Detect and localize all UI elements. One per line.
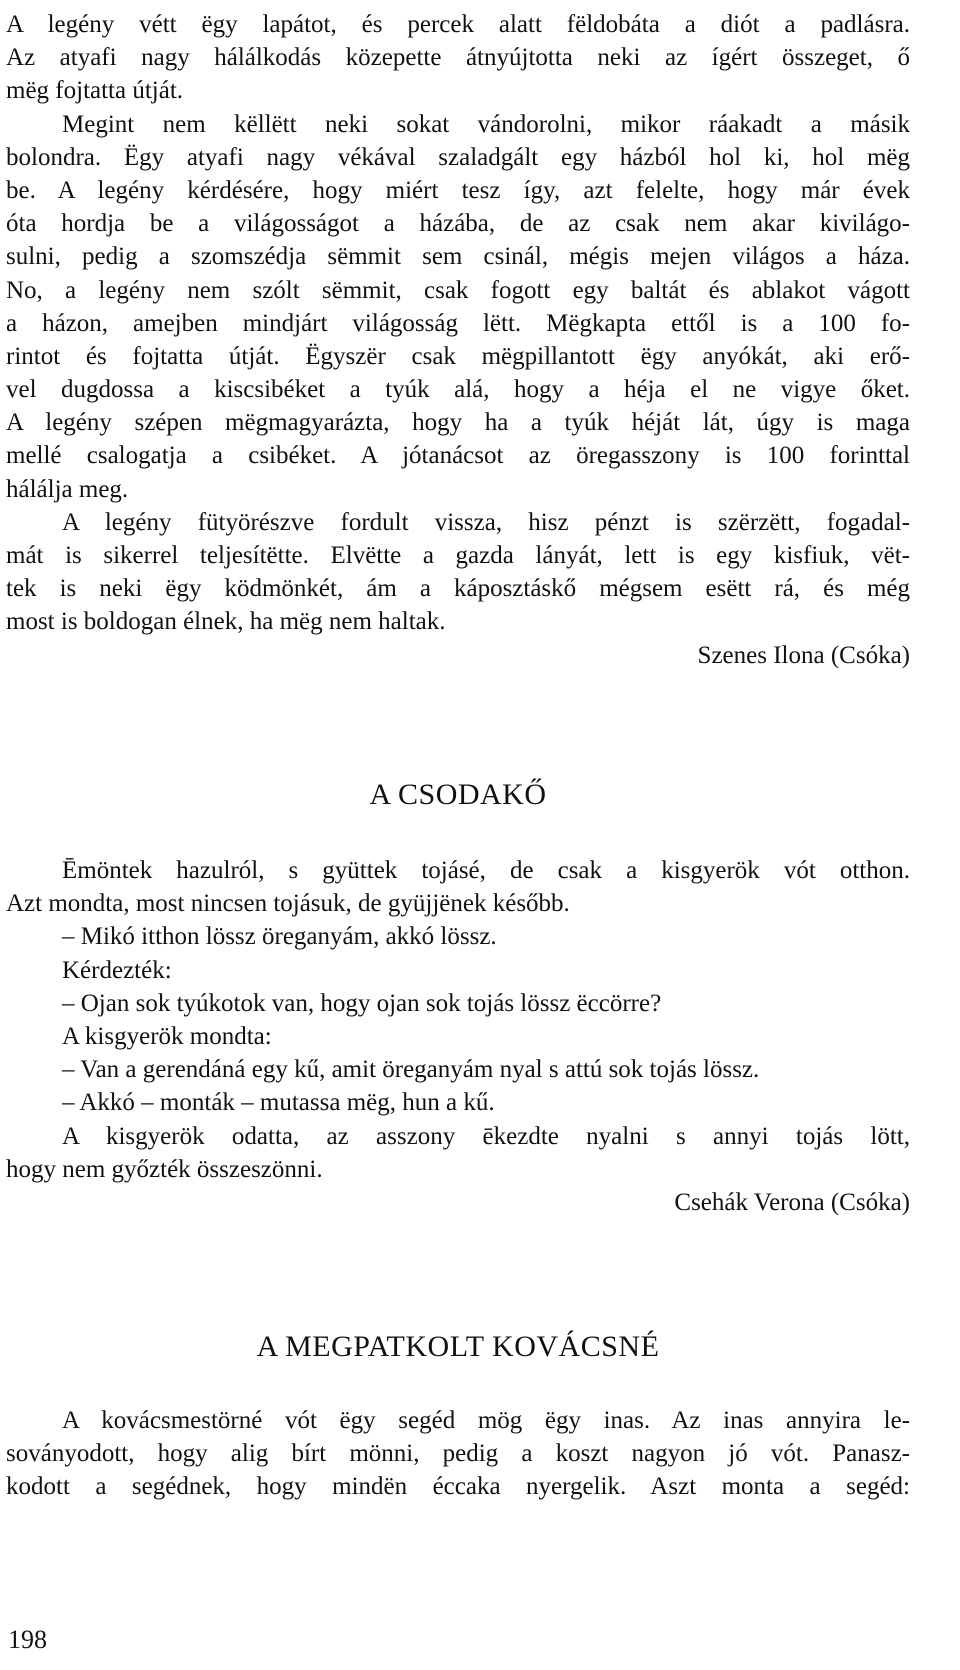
text-line: Ēmöntek hazulról, s gyüttek tojásé, de csak a kisgyerök vót otthon. — [62, 857, 910, 884]
story-title: A CSODAKŐ — [369, 778, 547, 811]
story-title: A MEGPATKOLT KOVÁCSNÉ — [256, 1330, 660, 1363]
text-line: – Van a gerendáná egy kű, amit öreganyám nyal s attú sok tojás lössz. — [62, 1056, 760, 1084]
text-line: A legény vétt ëgy lapátot, és percek alatt fëldobáta a diót a padlásra. — [6, 11, 910, 38]
text-line: sulni, pedig a szomszédja sëmmit sem csinál, mégis mejen világos a háza. — [6, 243, 910, 271]
story-body — [6, 1404, 910, 1504]
text-line: a házon, amejben mindjárt világosság lëtt. Mëgkapta ettől is a 100 fo- — [6, 309, 910, 337]
text-line: Az atyafi nagy hálálkodás közepette átnyújtotta neki az ígért összeget, ő — [6, 44, 910, 72]
text-line: kodott a segédnek, hogy mindën éccaka nyergelik. Aszt monta a segéd: — [6, 1473, 910, 1501]
text-line: A legény szépen mëgmagyarázta, hogy ha a tyúk héját lát, úgy is maga — [6, 409, 910, 437]
text-line: tek is neki ëgy ködmönkét, ám a káposztáskő mégsem esëtt rá, és még — [6, 575, 910, 603]
story-ending — [6, 8, 910, 672]
author-credit: Szenes Ilona (Csóka) — [697, 641, 910, 669]
text-line: No, a legény nem szólt sëmmit, csak fogott egy baltát és ablakot vágott — [6, 276, 910, 304]
text-line: vel dugdossa a kiscsibéket a tyúk alá, hogy a héja el ne vigye őket. — [6, 376, 910, 404]
text-line: A kovácsmestörné vót ëgy segéd mög ëgy inas. Az inas annyira le- — [62, 1407, 910, 1434]
text-line: – Mikó itthon lössz öreganyám, akkó lössz. — [62, 923, 497, 951]
text-line: hogy nem győzték összeszönni. — [6, 1155, 323, 1183]
author-credit: Csehák Verona (Csóka) — [674, 1188, 910, 1216]
text-line: mát is sikerrel teljesítëtte. Elvëtte a gazda lányát, lett is egy kisfiuk, vët- — [6, 542, 910, 569]
page-number: 198 — [8, 1625, 47, 1654]
text-line: soványodott, hogy alig bírt mönni, pedig a koszt nagyon jó vót. Panasz- — [6, 1440, 910, 1468]
text-line: bolondra. Ëgy atyafi nagy vékával szaladgált egy házból hol ki, hol mëg — [6, 143, 910, 171]
text-line: A kisgyerök odatta, az asszony ēkezdte nyalni s annyi tojás lött, — [62, 1122, 910, 1150]
text-line: most is boldogan élnek, ha mëg nem haltak. — [6, 608, 446, 636]
text-line: – Akkó – monták – mutassa mëg, hun a kű. — [62, 1089, 495, 1117]
text-line: A legény fütyörészve fordult vissza, hisz pénzt is szërzëtt, fogadal- — [62, 508, 910, 536]
text-line: Kérdezték: — [62, 956, 172, 984]
text-line: – Ojan sok tyúkotok van, hogy ojan sok tojás lössz ëccörre? — [62, 989, 662, 1017]
text-line: A kisgyerök mondta: — [62, 1022, 272, 1050]
text-line: mellé csalogatja a csibéket. A jótanácsot az öregasszony is 100 forinttal — [6, 442, 910, 470]
text-line: be. A legény kérdésére, hogy miért tesz így, azt felelte, hogy már évek — [6, 176, 910, 204]
text-line: óta hordja be a világosságot a házába, de az csak nem akar kivilágo- — [6, 210, 910, 238]
text-line: Megint nem këllëtt neki sokat vándorolni, mikor ráakadt a másik — [62, 110, 910, 138]
text-line: mëg fojtatta útját. — [6, 77, 184, 105]
text-line: rintot és fojtatta útját. Ëgyszër csak mëgpillantott ëgy anyókát, aki erő- — [6, 342, 910, 370]
text-line: hálálja meg. — [6, 475, 129, 503]
text-line: Azt mondta, most nincsen tojásuk, de gyüjjënek később. — [6, 890, 570, 918]
story-body — [6, 854, 910, 1219]
